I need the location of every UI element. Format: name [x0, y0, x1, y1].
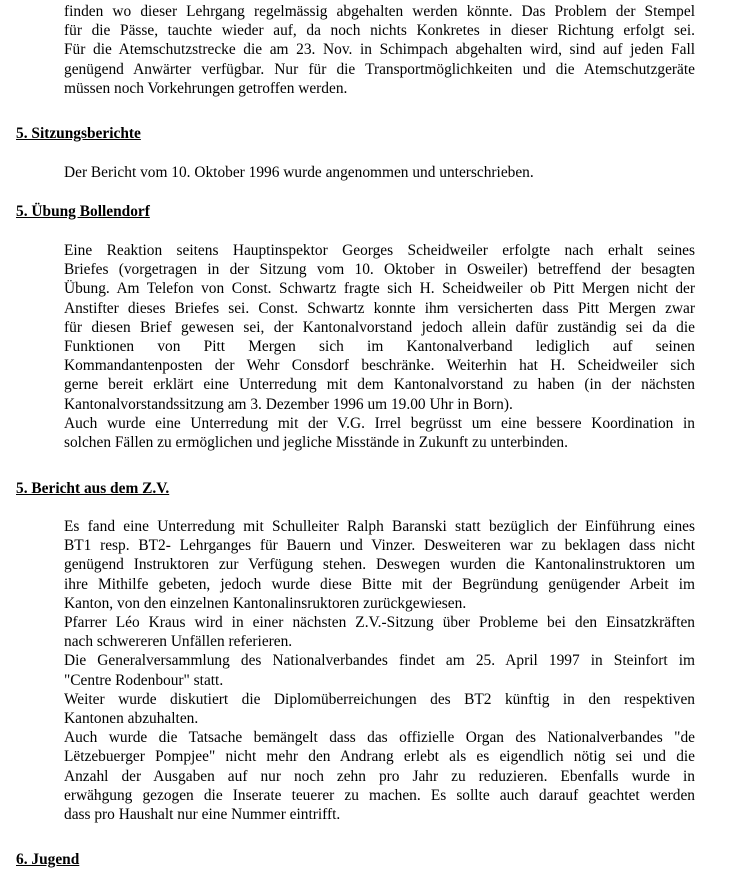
text-line: Anzahl der Ausgaben auf nur noch zehn pro Jahr zu reduzieren. Ebenfalls wurde in: [64, 767, 695, 785]
text-line: Es fand eine Unterredung mit Schulleiter Ralph Baranski statt bezüglich der Einführung eines: [64, 518, 695, 535]
text-line: nach schwereren Unfällen referieren.: [64, 633, 293, 651]
text-line: Der Bericht vom 10. Oktober 1996 wurde angenommen und unterschrieben.: [64, 164, 534, 181]
text-line: Übung. Am Telefon von Const. Schwartz fragte sich H. Scheidweiler ob Pitt Mergen nicht der: [64, 280, 695, 298]
text-line: Lëtzebuerger Pompjee" nicht mehr den Andrang erlebt als es eigendlich nötig sei und die: [64, 748, 695, 766]
text-line: finden wo dieser Lehrgang regelmässig abgehalten werden könnte. Das Problem der Stempel: [64, 3, 695, 20]
text-line: gerne bereit erklärt eine Unterredung mit dem Kantonalvorstand zu haben (in der nächsten: [64, 376, 695, 394]
text-line: BT1 resp. BT2- Lehrganges für Bauern und Vinzer. Desweiteren war zu beklagen dass nicht: [64, 537, 695, 555]
text-line: für diesen Brief gewesen sei, der Kantonalvorstand jedoch allein dafür zuständig sei da die: [64, 318, 695, 336]
text-line: Die Generalversammlung des Nationalverbandes findet am 25. April 1997 in Steinfort im: [64, 652, 695, 670]
text-line: müssen noch Vorkehrungen getroffen werden.: [64, 79, 348, 97]
text-line: Eine Reaktion seitens Hauptinspektor Georges Scheidweiler erfolgte nach erhalt seines: [64, 242, 695, 259]
text-line: Weiter wurde diskutiert die Diplomüberreichungen des BT2 künftig in den respektiven: [64, 690, 695, 708]
bericht-zv-paragraph: [64, 517, 695, 824]
text-line: Kommandantenposten der Wehr Consdorf beschränke. Weiterhin hat H. Scheidweiler sich: [64, 357, 695, 375]
text-line: Auch wurde die Tatsache bemängelt dass das offizielle Organ des Nationalverbandes "de: [64, 729, 695, 747]
section-heading-uebung-bollendorf: 5. Übung Bollendorf: [16, 203, 150, 220]
text-line: solchen Fällen zu ermöglichen und jegliche Misstände in Zukunft zu unterbinden.: [64, 434, 568, 452]
text-line: Kantonalvorstandssitzung am 3. Dezember 1996 um 19.00 Uhr in Born).: [64, 395, 513, 413]
section-heading-bericht-zv: 5. Bericht aus dem Z.V.: [16, 480, 170, 497]
text-line: Kantonen abzuhalten.: [64, 710, 199, 728]
text-line: Kanton, von den einzelnen Kantonalinsruktoren zurückgewiesen.: [64, 594, 467, 612]
text-line: Funktionen von Pitt Mergen sich im Kantonalverband lediglich auf seinen: [64, 338, 695, 356]
text-line: genügend Instruktoren zur Verfügung stehen. Deswegen wurden die Kantonalinstruktoren um: [64, 556, 695, 574]
text-line: für die Pässe, tauchte wieder auf, da noch nichts Konkretes in dieser Richtung erfolgt sei.: [64, 22, 695, 40]
text-line: ihre Mithilfe gebeten, jedoch wurde diese Bitte mit der Begründung genügender Arbeit im: [64, 575, 695, 593]
text-line: dass pro Haushalt nur eine Nummer eintrifft.: [64, 806, 341, 824]
text-line: Pfarrer Léo Kraus wird in einer nächsten Z.V.-Sitzung über Probleme bei den Einsatzkräften: [64, 614, 695, 632]
text-line: Anstifter dieses Briefes sei. Const. Schwartz konnte ihm versicherten dass Pitt Mergen zwar: [64, 299, 695, 317]
uebung-bollendorf-paragraph: [64, 241, 695, 452]
text-line: genügend Anwärter verfügbar. Nur für die Transportmöglichkeiten und die Atemschutzgeräte: [64, 60, 695, 78]
text-line: Für die Atemschutzstrecke die am 23. Nov. in Schimpach abgehalten wird, sind auf jeden Fall: [64, 41, 695, 59]
section-heading-sitzungsberichte: 5. Sitzungsberichte: [16, 125, 141, 142]
sitzungsberichte-paragraph: [64, 163, 695, 182]
section-heading-jugend: 6. Jugend: [16, 851, 80, 868]
text-line: erwähgung gezogen die Inserate teuerer zu machen. Es sollte auch darauf geachtet werden: [64, 786, 695, 804]
text-line: Briefes (vorgetragen in der Sitzung vom 10. Oktober in Osweiler) betreffend der besagten: [64, 261, 695, 279]
intro-paragraph: [64, 2, 695, 98]
text-line: Auch wurde eine Unterredung mit der V.G. Irrel begrüsst um eine bessere Koordination in: [64, 414, 695, 432]
text-line: "Centre Rodenbour" statt.: [64, 671, 224, 689]
